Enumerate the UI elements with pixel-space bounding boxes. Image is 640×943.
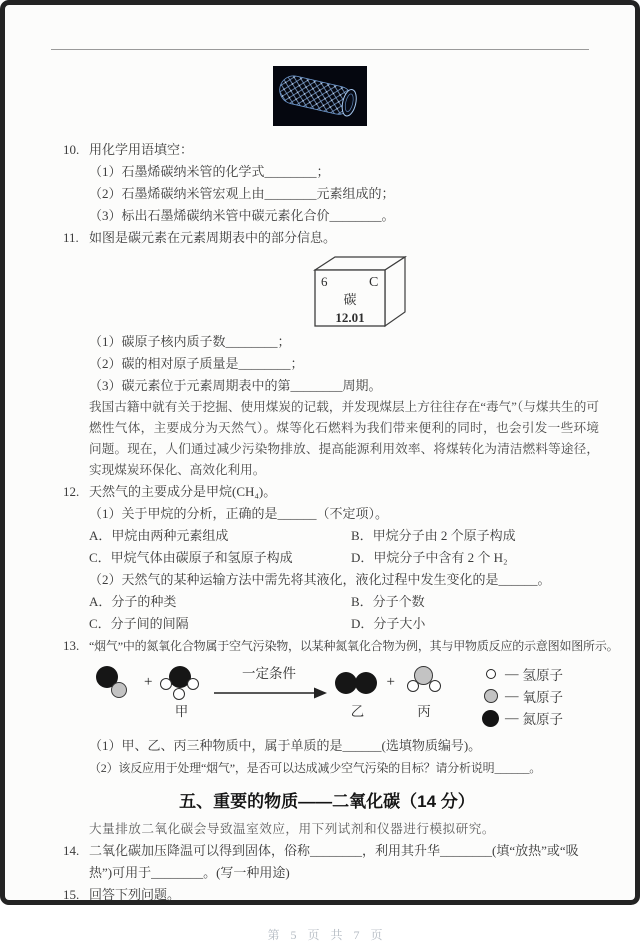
hydrogen-atom-icon	[160, 678, 172, 690]
legend-label: 氮原子	[522, 712, 563, 727]
hydrogen-atom-icon	[486, 669, 496, 679]
question-13-number: 13.	[63, 638, 80, 653]
element-symbol: C	[369, 275, 379, 290]
question-12-number: 12.	[63, 484, 80, 499]
question-13-item-1: （1）甲、乙、丙三种物质中，属于单质的是______(选填物质编号)。	[89, 738, 482, 753]
option-b: B．甲烷分子由 2 个原子构成	[351, 528, 516, 543]
question-12	[63, 481, 591, 503]
question-11-item-3: （3）碳元素位于元素周期表中的第________周期。	[89, 378, 382, 393]
coal-background-passage: 我国古籍中就有关于挖掘、使用煤炭的记载，并发现煤层上方往往存在“毒气”（与煤共生的可燃性气体，主要成分为天然气）。煤等化石燃料为我们带来便利的同时，也会引发一些环境问题。现在，人们通过减少污染物排放、提高能源利用效率、将煤转化为清洁燃料等途径，实现煤炭环保化、高效化利用。	[89, 400, 599, 477]
legend-dash: —	[505, 688, 518, 703]
question-12-item-2: （2）天然气的某种运输方法中需先将其液化，液化过程中发生变化的是______。	[89, 572, 551, 587]
molecule-yi	[335, 663, 379, 721]
oxygen-atom-icon	[484, 689, 498, 703]
legend-row-hydrogen	[481, 663, 563, 685]
element-cube-drawing	[307, 252, 423, 328]
reaction-diagram	[63, 663, 591, 733]
question-14-title: 二氧化碳加压降温可以得到固体，俗称________，利用其升华________(填“放热”或“吸热”)可用于________。(写一种用途)	[89, 843, 579, 880]
question-12-options-1	[89, 525, 591, 569]
question-12-item-1: （1）关于甲烷的分析，正确的是______（不定项）。	[89, 506, 389, 521]
reaction-arrow	[210, 663, 328, 705]
figure-carbon-nanotube	[5, 66, 635, 131]
page-number-footer: 第 5 页 共 7 页	[267, 928, 387, 942]
legend-label: 氧原子	[522, 690, 563, 705]
element-atomic-number: 6	[321, 274, 328, 289]
legend-dash: —	[505, 710, 518, 725]
option-a: A．分子的种类	[89, 594, 177, 609]
molecule-label-yi: 乙	[350, 704, 365, 719]
carbon-nanotube-image	[273, 66, 367, 126]
question-15-title: 回答下列问题。	[89, 887, 181, 902]
question-10-item-2: （2）石墨烯碳纳米管宏观上由________元素组成的；	[89, 186, 395, 201]
question-14	[63, 840, 591, 884]
nitrogen-atom-icon	[355, 672, 377, 694]
nitrogen-atom-icon	[482, 710, 499, 727]
question-13-item-2: （2）该反应用于处理“烟气”，是否可以达成减少空气污染的目标？请分析说明______。	[89, 761, 542, 775]
question-11-item-2: （2）碳的相对原子质量是________；	[89, 356, 304, 371]
question-11-number: 11.	[63, 230, 79, 245]
hydrogen-atom-icon	[187, 678, 199, 690]
molecule-bing	[402, 663, 446, 721]
question-10-item-1: （1）石墨烯碳纳米管的化学式________；	[89, 164, 330, 179]
question-13-title: “烟气”中的氮氧化合物属于空气污染物，以某种氮氧化合物为例，其与甲物质反应的示意图如图所示。	[89, 639, 619, 653]
plus-sign: +	[144, 674, 153, 690]
question-11-item-1: （1）碳原子核内质子数________；	[89, 334, 291, 349]
option-c: C．甲烷气体由碳原子和氢原子构成	[89, 550, 293, 565]
element-relative-atomic-mass: 12.01	[335, 310, 365, 325]
question-11	[63, 227, 591, 249]
legend-row-nitrogen	[481, 707, 563, 729]
reaction-scheme	[93, 663, 446, 733]
atom-legend	[481, 663, 563, 733]
legend-row-oxygen	[481, 685, 563, 707]
molecule-label-jia: 甲	[174, 704, 189, 719]
question-10	[63, 139, 591, 161]
question-15	[63, 884, 591, 906]
legend-label: 氢原子	[522, 668, 563, 683]
element-name: 碳	[343, 292, 357, 307]
molecule-label-bing: 丙	[417, 704, 431, 719]
legend-dash: —	[505, 666, 518, 681]
question-14-number: 14.	[63, 843, 80, 858]
option-a: A．甲烷由两种元素组成	[89, 528, 229, 543]
page-content	[5, 139, 635, 943]
question-10-title: 用化学用语填空：	[89, 142, 194, 157]
arrowhead-icon	[314, 688, 327, 699]
molecule-jia	[159, 663, 203, 721]
question-10-item-3: （3）标出石墨烯碳纳米管中碳元素化合价________。	[89, 208, 395, 223]
section-5-intro: 大量排放二氧化碳会导致温室效应，用下列试剂和仪器进行模拟研究。	[89, 822, 495, 836]
option-d: D．甲烷分子中含有 2 个 H₂	[351, 550, 508, 565]
question-12-title: 天然气的主要成分是甲烷(CH₄)。	[89, 484, 277, 499]
periodic-table-element-cell	[307, 252, 591, 328]
question-15-number: 15.	[63, 887, 80, 902]
reaction-condition-label: 一定条件	[242, 666, 297, 681]
question-10-number: 10.	[63, 142, 80, 157]
question-12-options-2	[89, 591, 591, 635]
hydrogen-atom-icon	[407, 680, 419, 692]
oxygen-atom-icon	[111, 682, 127, 698]
option-c: C．分子间的间隔	[89, 616, 189, 631]
header-divider	[51, 49, 589, 50]
molecule-reactant-no	[93, 663, 137, 721]
nitrogen-atom-icon	[335, 672, 357, 694]
hydrogen-atom-icon	[429, 680, 441, 692]
hydrogen-atom-icon	[173, 688, 185, 700]
question-13	[63, 635, 619, 657]
option-d: D．分子大小	[351, 616, 426, 631]
question-11-title: 如图是碳元素在元素周期表中的部分信息。	[89, 230, 337, 245]
option-b: B．分子个数	[351, 594, 425, 609]
section-5-title: 五、重要的物质——二氧化碳（14 分）	[179, 792, 475, 811]
plus-sign: +	[386, 674, 395, 690]
